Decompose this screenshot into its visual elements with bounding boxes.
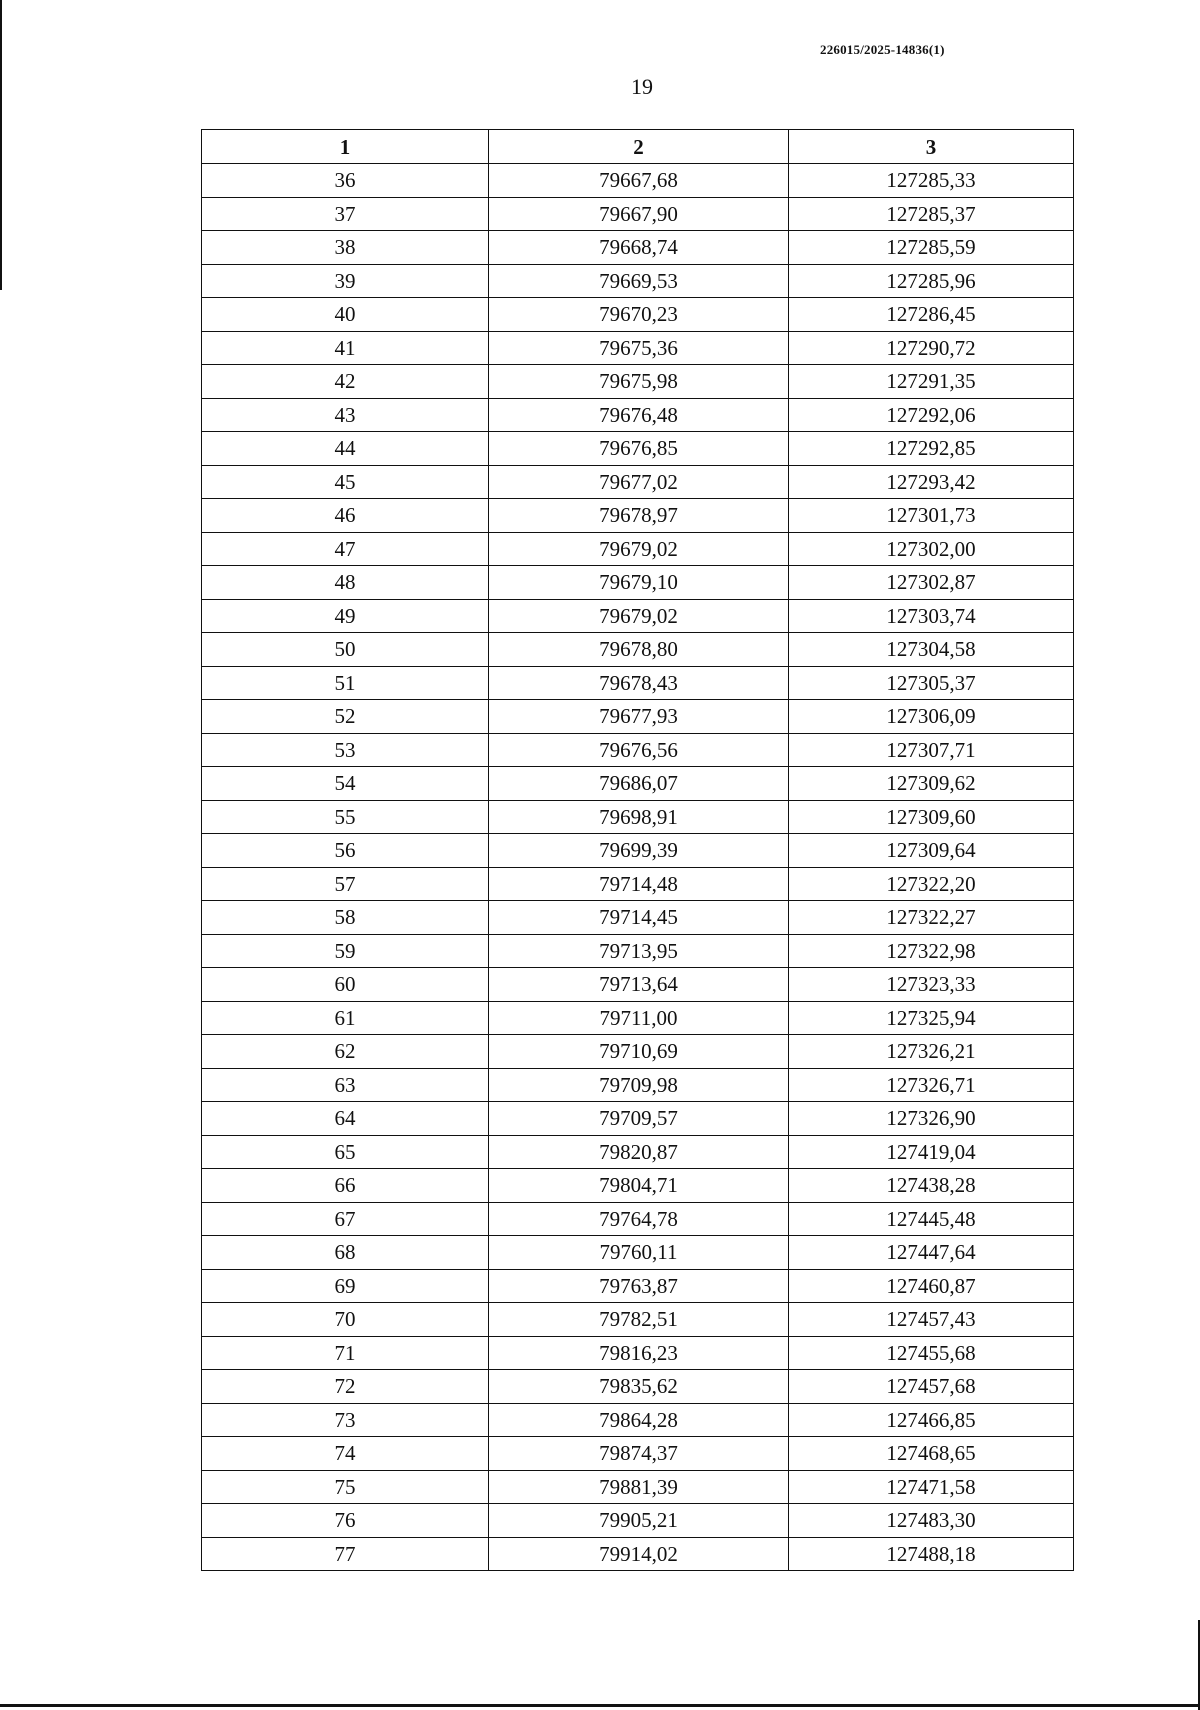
y-coordinate-cell: 127460,87 [789, 1269, 1074, 1303]
table-row [202, 1001, 1074, 1035]
x-coordinate-cell: 79678,97 [489, 499, 789, 533]
point-number-cell: 55 [202, 800, 489, 834]
y-coordinate-cell: 127326,71 [789, 1068, 1074, 1102]
table-row [202, 164, 1074, 198]
point-number-cell: 54 [202, 767, 489, 801]
point-number-cell: 77 [202, 1537, 489, 1571]
point-number-cell: 51 [202, 666, 489, 700]
point-number-cell: 43 [202, 398, 489, 432]
y-coordinate-cell: 127455,68 [789, 1336, 1074, 1370]
x-coordinate-cell: 79864,28 [489, 1403, 789, 1437]
y-coordinate-cell: 127326,90 [789, 1102, 1074, 1136]
table-row [202, 432, 1074, 466]
x-coordinate-cell: 79669,53 [489, 264, 789, 298]
y-coordinate-cell: 127309,60 [789, 800, 1074, 834]
table-row [202, 1068, 1074, 1102]
table-row [202, 1303, 1074, 1337]
point-number-cell: 52 [202, 700, 489, 734]
y-coordinate-cell: 127322,27 [789, 901, 1074, 935]
point-number-cell: 47 [202, 532, 489, 566]
point-number-cell: 64 [202, 1102, 489, 1136]
point-number-cell: 45 [202, 465, 489, 499]
y-coordinate-cell: 127457,43 [789, 1303, 1074, 1337]
x-coordinate-cell: 79764,78 [489, 1202, 789, 1236]
y-coordinate-cell: 127307,71 [789, 733, 1074, 767]
y-coordinate-cell: 127304,58 [789, 633, 1074, 667]
table-row [202, 901, 1074, 935]
x-coordinate-cell: 79676,48 [489, 398, 789, 432]
table-row [202, 197, 1074, 231]
y-coordinate-cell: 127286,45 [789, 298, 1074, 332]
coordinates-table [201, 129, 1074, 1571]
point-number-cell: 65 [202, 1135, 489, 1169]
y-coordinate-cell: 127306,09 [789, 700, 1074, 734]
x-coordinate-cell: 79667,68 [489, 164, 789, 198]
point-number-cell: 57 [202, 867, 489, 901]
point-number-cell: 67 [202, 1202, 489, 1236]
table-row [202, 532, 1074, 566]
scan-bottom-edge [0, 1704, 1200, 1707]
y-coordinate-cell: 127303,74 [789, 599, 1074, 633]
point-number-cell: 75 [202, 1470, 489, 1504]
table-row [202, 465, 1074, 499]
table-row [202, 499, 1074, 533]
y-coordinate-cell: 127291,35 [789, 365, 1074, 399]
point-number-cell: 63 [202, 1068, 489, 1102]
point-number-cell: 37 [202, 197, 489, 231]
table-row [202, 566, 1074, 600]
x-coordinate-cell: 79679,02 [489, 532, 789, 566]
table-row [202, 733, 1074, 767]
x-coordinate-cell: 79874,37 [489, 1437, 789, 1471]
table-header-row [202, 130, 1074, 164]
y-coordinate-cell: 127322,98 [789, 934, 1074, 968]
x-coordinate-cell: 79714,45 [489, 901, 789, 935]
table-row [202, 700, 1074, 734]
x-coordinate-cell: 79905,21 [489, 1504, 789, 1538]
x-coordinate-cell: 79782,51 [489, 1303, 789, 1337]
point-number-cell: 53 [202, 733, 489, 767]
table-row [202, 1102, 1074, 1136]
x-coordinate-cell: 79676,85 [489, 432, 789, 466]
table-row [202, 298, 1074, 332]
table-row [202, 1403, 1074, 1437]
x-coordinate-cell: 79881,39 [489, 1470, 789, 1504]
point-number-cell: 48 [202, 566, 489, 600]
table-row [202, 1202, 1074, 1236]
point-number-cell: 38 [202, 231, 489, 265]
x-coordinate-cell: 79714,48 [489, 867, 789, 901]
table-row [202, 1370, 1074, 1404]
point-number-cell: 58 [202, 901, 489, 935]
table-row [202, 1537, 1074, 1571]
table-row [202, 834, 1074, 868]
point-number-cell: 41 [202, 331, 489, 365]
table-row [202, 633, 1074, 667]
y-coordinate-cell: 127309,62 [789, 767, 1074, 801]
x-coordinate-cell: 79677,93 [489, 700, 789, 734]
table-row [202, 398, 1074, 432]
table-row [202, 666, 1074, 700]
table-row [202, 1336, 1074, 1370]
table-row [202, 1470, 1074, 1504]
y-coordinate-cell: 127302,87 [789, 566, 1074, 600]
x-coordinate-cell: 79678,80 [489, 633, 789, 667]
table-row [202, 599, 1074, 633]
point-number-cell: 61 [202, 1001, 489, 1035]
x-coordinate-cell: 79709,57 [489, 1102, 789, 1136]
x-coordinate-cell: 79698,91 [489, 800, 789, 834]
y-coordinate-cell: 127293,42 [789, 465, 1074, 499]
table-row [202, 264, 1074, 298]
x-coordinate-cell: 79677,02 [489, 465, 789, 499]
x-coordinate-cell: 79835,62 [489, 1370, 789, 1404]
point-number-cell: 36 [202, 164, 489, 198]
x-coordinate-cell: 79711,00 [489, 1001, 789, 1035]
x-coordinate-cell: 79713,95 [489, 934, 789, 968]
point-number-cell: 72 [202, 1370, 489, 1404]
x-coordinate-cell: 79816,23 [489, 1336, 789, 1370]
table-row [202, 767, 1074, 801]
point-number-cell: 66 [202, 1169, 489, 1203]
y-coordinate-cell: 127447,64 [789, 1236, 1074, 1270]
y-coordinate-cell: 127468,65 [789, 1437, 1074, 1471]
y-coordinate-cell: 127488,18 [789, 1537, 1074, 1571]
table-body [202, 164, 1074, 1571]
y-coordinate-cell: 127323,33 [789, 968, 1074, 1002]
x-coordinate-cell: 79760,11 [489, 1236, 789, 1270]
y-coordinate-cell: 127285,37 [789, 197, 1074, 231]
x-coordinate-cell: 79914,02 [489, 1537, 789, 1571]
point-number-cell: 70 [202, 1303, 489, 1337]
table-row [202, 968, 1074, 1002]
table-row [202, 867, 1074, 901]
point-number-cell: 69 [202, 1269, 489, 1303]
y-coordinate-cell: 127285,33 [789, 164, 1074, 198]
point-number-cell: 42 [202, 365, 489, 399]
x-coordinate-cell: 79679,02 [489, 599, 789, 633]
y-coordinate-cell: 127285,96 [789, 264, 1074, 298]
table-row [202, 331, 1074, 365]
point-number-cell: 56 [202, 834, 489, 868]
point-number-cell: 76 [202, 1504, 489, 1538]
point-number-cell: 60 [202, 968, 489, 1002]
table-row [202, 365, 1074, 399]
column-header: 2 [489, 130, 789, 164]
y-coordinate-cell: 127301,73 [789, 499, 1074, 533]
column-header: 1 [202, 130, 489, 164]
x-coordinate-cell: 79676,56 [489, 733, 789, 767]
point-number-cell: 74 [202, 1437, 489, 1471]
y-coordinate-cell: 127438,28 [789, 1169, 1074, 1203]
table-row [202, 1504, 1074, 1538]
table-row [202, 1437, 1074, 1471]
x-coordinate-cell: 79804,71 [489, 1169, 789, 1203]
table-row [202, 1135, 1074, 1169]
y-coordinate-cell: 127292,85 [789, 432, 1074, 466]
y-coordinate-cell: 127285,59 [789, 231, 1074, 265]
x-coordinate-cell: 79686,07 [489, 767, 789, 801]
point-number-cell: 73 [202, 1403, 489, 1437]
y-coordinate-cell: 127483,30 [789, 1504, 1074, 1538]
point-number-cell: 46 [202, 499, 489, 533]
point-number-cell: 50 [202, 633, 489, 667]
y-coordinate-cell: 127290,72 [789, 331, 1074, 365]
point-number-cell: 49 [202, 599, 489, 633]
y-coordinate-cell: 127322,20 [789, 867, 1074, 901]
point-number-cell: 39 [202, 264, 489, 298]
page-number: 19 [631, 74, 653, 99]
column-header: 3 [789, 130, 1074, 164]
y-coordinate-cell: 127445,48 [789, 1202, 1074, 1236]
x-coordinate-cell: 79675,36 [489, 331, 789, 365]
y-coordinate-cell: 127466,85 [789, 1403, 1074, 1437]
table-row [202, 1169, 1074, 1203]
y-coordinate-cell: 127292,06 [789, 398, 1074, 432]
y-coordinate-cell: 127305,37 [789, 666, 1074, 700]
table-row [202, 1236, 1074, 1270]
x-coordinate-cell: 79699,39 [489, 834, 789, 868]
x-coordinate-cell: 79763,87 [489, 1269, 789, 1303]
x-coordinate-cell: 79675,98 [489, 365, 789, 399]
point-number-cell: 44 [202, 432, 489, 466]
y-coordinate-cell: 127302,00 [789, 532, 1074, 566]
table-row [202, 934, 1074, 968]
y-coordinate-cell: 127457,68 [789, 1370, 1074, 1404]
x-coordinate-cell: 79710,69 [489, 1035, 789, 1069]
y-coordinate-cell: 127325,94 [789, 1001, 1074, 1035]
x-coordinate-cell: 79709,98 [489, 1068, 789, 1102]
x-coordinate-cell: 79668,74 [489, 231, 789, 265]
x-coordinate-cell: 79678,43 [489, 666, 789, 700]
y-coordinate-cell: 127471,58 [789, 1470, 1074, 1504]
table-row [202, 800, 1074, 834]
x-coordinate-cell: 79670,23 [489, 298, 789, 332]
point-number-cell: 71 [202, 1336, 489, 1370]
point-number-cell: 59 [202, 934, 489, 968]
x-coordinate-cell: 79679,10 [489, 566, 789, 600]
y-coordinate-cell: 127309,64 [789, 834, 1074, 868]
y-coordinate-cell: 127326,21 [789, 1035, 1074, 1069]
table-row [202, 231, 1074, 265]
document-number: 226015/2025-14836(1) [820, 42, 945, 57]
table-row [202, 1269, 1074, 1303]
table-row [202, 1035, 1074, 1069]
x-coordinate-cell: 79820,87 [489, 1135, 789, 1169]
point-number-cell: 68 [202, 1236, 489, 1270]
point-number-cell: 62 [202, 1035, 489, 1069]
point-number-cell: 40 [202, 298, 489, 332]
x-coordinate-cell: 79713,64 [489, 968, 789, 1002]
scan-edge-left [0, 0, 2, 290]
y-coordinate-cell: 127419,04 [789, 1135, 1074, 1169]
x-coordinate-cell: 79667,90 [489, 197, 789, 231]
